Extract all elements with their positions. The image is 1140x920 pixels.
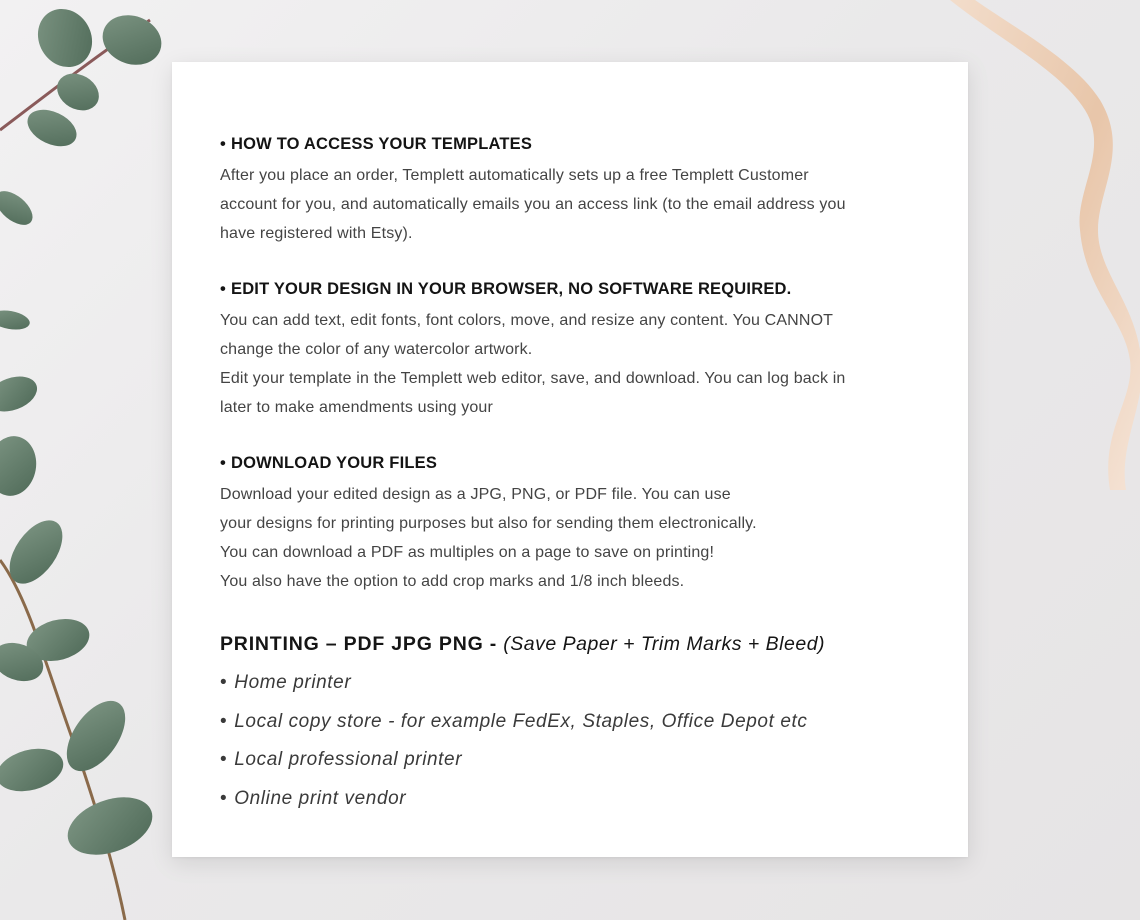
- body-line: Edit your template in the Templett web editor, save, and download. You can log back in: [220, 370, 846, 387]
- bullet-icon: •: [220, 135, 226, 153]
- body-line: change the color of any watercolor artwork.: [220, 341, 533, 358]
- body-line: You can add text, edit fonts, font colors, move, and resize any content. You CANNOT: [220, 312, 834, 329]
- bullet-icon: •: [220, 280, 226, 298]
- bullet-icon: •: [220, 710, 228, 732]
- body-line: later to make amendments using your: [220, 399, 493, 416]
- section-printing: [220, 630, 920, 818]
- list-item: • Home printer: [220, 664, 920, 703]
- list-item: • Local copy store - for example FedEx, Staples, Office Depot etc: [220, 703, 920, 742]
- bullet-icon: •: [220, 454, 226, 472]
- satin-ribbon-icon: [950, 0, 1140, 490]
- bullet-icon: •: [220, 787, 228, 809]
- list-item: • Online print vendor: [220, 780, 920, 819]
- card-content: [220, 132, 920, 818]
- printing-heading: [220, 630, 920, 658]
- section-heading: • HOW TO ACCESS YOUR TEMPLATES: [220, 132, 920, 156]
- section-access: [220, 132, 920, 248]
- bullet-icon: •: [220, 749, 228, 770]
- body-line: account for you, and automatically emails you an access link (to the email address you: [220, 196, 846, 213]
- section-heading: • EDIT YOUR DESIGN IN YOUR BROWSER, NO SOFTWARE REQUIRED.: [220, 277, 920, 301]
- section-edit: [220, 277, 920, 422]
- info-card: [172, 62, 968, 857]
- list-item: • Local professional printer: [220, 741, 920, 780]
- bullet-icon: •: [220, 672, 228, 693]
- body-line: After you place an order, Templett automatically sets up a free Templett Customer: [220, 167, 809, 184]
- printing-heading-main: PRINTING – PDF JPG PNG -: [220, 633, 504, 655]
- body-line: have registered with Etsy).: [220, 225, 413, 242]
- section-download: [220, 451, 920, 596]
- eucalyptus-branch-icon: [0, 0, 168, 920]
- printing-heading-italic: (Save Paper + Trim Marks + Bleed): [503, 633, 826, 655]
- body-line: You also have the option to add crop marks and 1/8 inch bleeds.: [220, 573, 685, 590]
- body-line: Download your edited design as a JPG, PNG, or PDF file. You can use: [220, 486, 731, 503]
- body-line: You can download a PDF as multiples on a page to save on printing!: [220, 544, 715, 561]
- body-line: your designs for printing purposes but also for sending them electronically.: [220, 515, 757, 532]
- section-heading: • DOWNLOAD YOUR FILES: [220, 451, 920, 475]
